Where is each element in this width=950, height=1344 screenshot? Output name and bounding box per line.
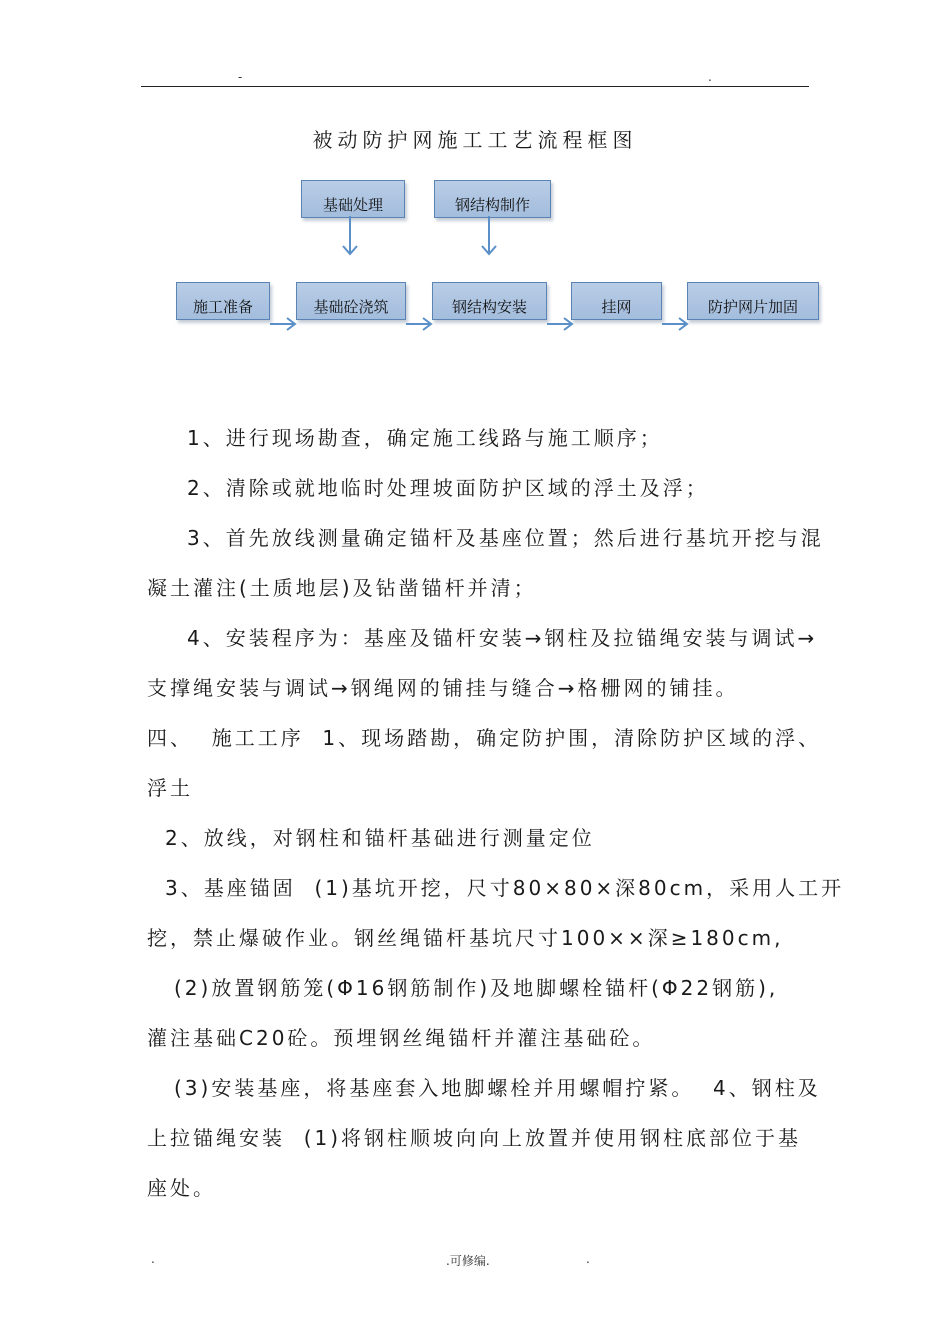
- body-line-11: 挖，禁止爆破作业。钢丝绳锚杆基坑尺寸100××深≥180cm,: [147, 926, 784, 950]
- body-line-10: 3、基座锚固 (1)基坑开挖，尺寸80×80×深80cm，采用人工开: [165, 876, 845, 900]
- page-title: 被动防护网施工工艺流程框图: [312, 128, 638, 152]
- body-line-9: 2、放线，对钢柱和锚杆基础进行测量定位: [165, 826, 595, 850]
- flow-box-steel-installation: 钢结构安装: [432, 282, 547, 320]
- body-line-2: 2、清除或就地临时处理坡面防护区域的浮土及浮；: [187, 476, 709, 500]
- body-line-7: 四、 施工工序 1、现场踏勘，确定防护围，清除防护区域的浮、: [147, 726, 822, 750]
- footer-editable-note: .可修编.: [446, 1254, 490, 1268]
- down-arrow-icon: [477, 216, 501, 260]
- body-line-1: 1、进行现场勘查，确定施工线路与施工顺序；: [187, 426, 663, 450]
- flow-box-foundation-concrete: 基础砼浇筑: [296, 282, 406, 320]
- right-arrow-icon: [406, 316, 434, 332]
- body-line-6: 支撑绳安装与调试→钢绳网的铺挂与缝合→格栅网的铺挂。: [147, 676, 739, 700]
- flow-box-foundation-treatment: 基础处理: [301, 180, 405, 218]
- right-arrow-icon: [270, 316, 298, 332]
- body-line-16: 座处。: [147, 1176, 216, 1200]
- body-line-4: 凝土灌注(土质地层)及钻凿锚杆并清；: [147, 576, 537, 600]
- body-line-15: 上拉锚绳安装 (1)将钢柱顺坡向向上放置并使用钢柱底部位于基: [147, 1126, 802, 1150]
- header-right-mark: .: [708, 70, 712, 84]
- down-arrow-icon: [338, 216, 362, 260]
- body-line-14: (3)安装基座，将基座套入地脚螺栓并用螺帽拧紧。 4、钢柱及: [174, 1076, 821, 1100]
- flow-box-steel-fabrication: 钢结构制作: [434, 180, 551, 218]
- body-line-13: 灌注基础C20砼。预埋钢丝绳锚杆并灌注基础砼。: [147, 1026, 656, 1050]
- footer-right-mark: .: [586, 1252, 590, 1266]
- body-line-5: 4、安装程序为：基座及锚杆安装→钢柱及拉锚绳安装与调试→: [187, 626, 818, 650]
- header-left-mark: -: [238, 70, 243, 84]
- flow-box-hang-net: 挂网: [571, 282, 662, 320]
- header-rule: [141, 86, 809, 87]
- flow-box-net-reinforcement: 防护网片加固: [687, 282, 819, 320]
- right-arrow-icon: [662, 316, 690, 332]
- footer-left-mark: .: [151, 1252, 155, 1266]
- right-arrow-icon: [547, 316, 575, 332]
- body-line-8: 浮土: [147, 776, 193, 800]
- body-line-3: 3、首先放线测量确定锚杆及基座位置；然后进行基坑开挖与混: [187, 526, 824, 550]
- flow-box-preparation: 施工准备: [176, 282, 270, 320]
- body-line-12: (2)放置钢筋笼(Φ16钢筋制作)及地脚螺栓锚杆(Φ22钢筋),: [174, 976, 779, 1000]
